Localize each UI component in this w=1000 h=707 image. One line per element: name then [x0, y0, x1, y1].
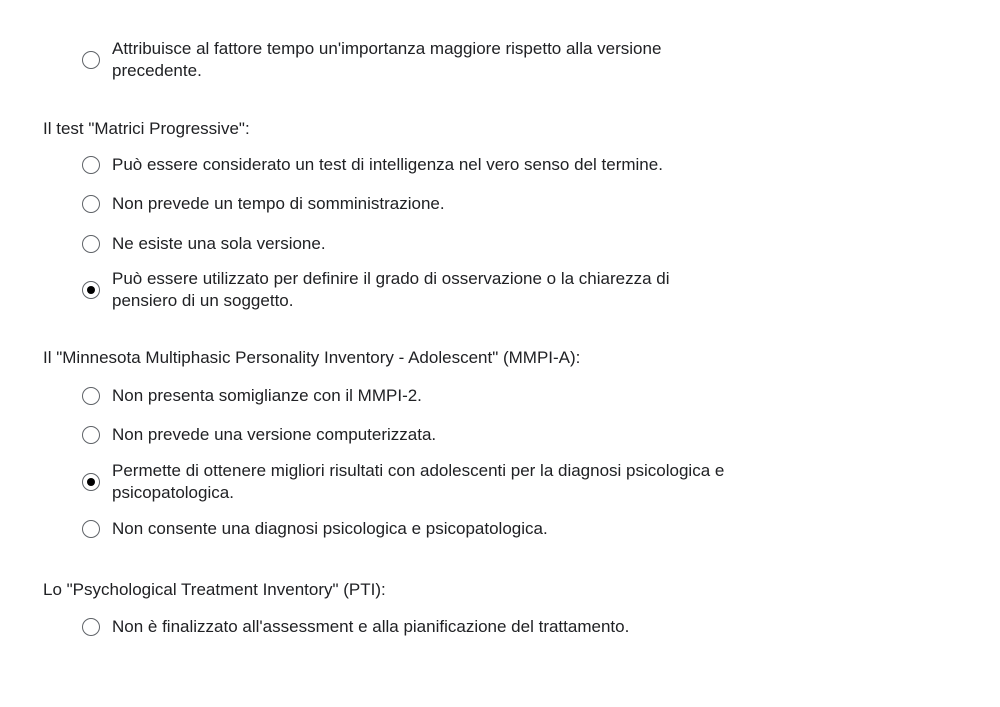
radio-option[interactable]: [82, 38, 742, 82]
radio-option[interactable]: [82, 193, 742, 215]
radio-button[interactable]: [82, 520, 100, 538]
radio-button[interactable]: [82, 426, 100, 444]
question-text: Lo "Psychological Treatment Inventory" (PTI):: [43, 580, 386, 599]
option-label: Attribuisce al fattore tempo un'importanza maggiore rispetto alla versione precedente.: [112, 39, 662, 80]
radio-option[interactable]: [82, 424, 742, 446]
radio-option[interactable]: [82, 233, 742, 255]
option-label: Può essere utilizzato per definire il grado di osservazione o la chiarezza di pensiero di un soggetto.: [112, 269, 670, 310]
radio-button-selected[interactable]: [82, 281, 100, 299]
radio-button[interactable]: [82, 618, 100, 636]
radio-option[interactable]: [82, 154, 742, 176]
radio-button[interactable]: [82, 235, 100, 253]
option-label: Può essere considerato un test di intelligenza nel vero senso del termine.: [112, 155, 663, 174]
option-label: Permette di ottenere migliori risultati con adolescenti per la diagnosi psicologica e psicopatologica.: [112, 461, 725, 502]
radio-button[interactable]: [82, 156, 100, 174]
question-text: Il test "Matrici Progressive":: [43, 119, 250, 138]
radio-option[interactable]: [82, 385, 742, 407]
question-text: Il "Minnesota Multiphasic Personality Inventory - Adolescent" (MMPI-A):: [43, 348, 581, 367]
radio-option[interactable]: [82, 460, 742, 504]
radio-option[interactable]: [82, 268, 742, 312]
radio-button[interactable]: [82, 195, 100, 213]
option-label: Non consente una diagnosi psicologica e psicopatologica.: [112, 519, 548, 538]
radio-button-selected[interactable]: [82, 473, 100, 491]
option-label: Ne esiste una sola versione.: [112, 234, 326, 253]
radio-option[interactable]: [82, 518, 742, 540]
option-label: Non è finalizzato all'assessment e alla pianificazione del trattamento.: [112, 617, 630, 636]
option-label: Non presenta somiglianze con il MMPI-2.: [112, 386, 422, 405]
option-label: Non prevede una versione computerizzata.: [112, 425, 437, 444]
option-label: Non prevede un tempo di somministrazione.: [112, 194, 445, 213]
radio-button[interactable]: [82, 51, 100, 69]
radio-option[interactable]: [82, 616, 742, 638]
radio-button[interactable]: [82, 387, 100, 405]
